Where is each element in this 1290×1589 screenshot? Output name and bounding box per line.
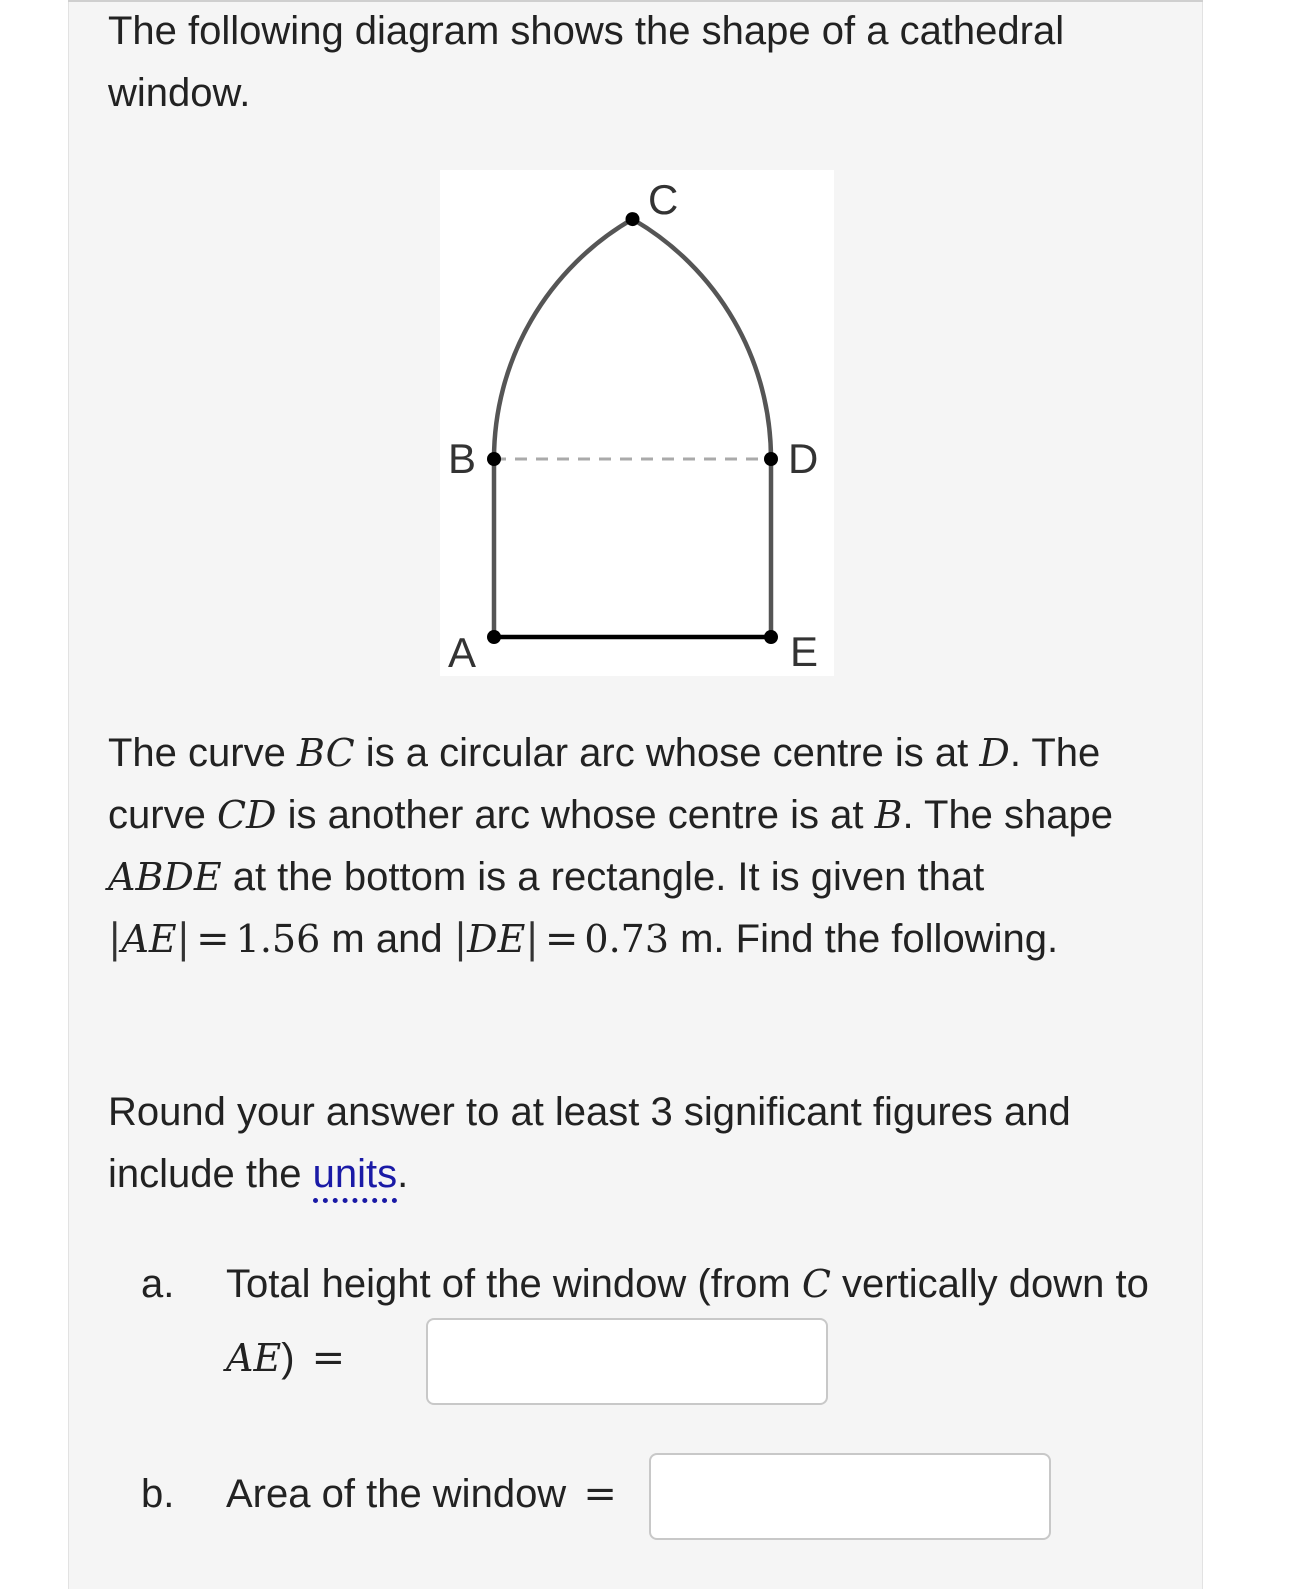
instructions-text <box>108 1081 1178 1205</box>
arc-bc <box>494 219 633 459</box>
question-a-marker: a. <box>141 1262 175 1306</box>
intro-text: The following diagram shows the shape of a cathedral window. <box>108 9 1065 115</box>
label-e: E <box>790 628 819 675</box>
arc-cd <box>633 219 772 459</box>
math-d: D <box>979 731 1010 775</box>
problem-text <box>108 722 1178 970</box>
problem-text-part: is another arc whose centre is at <box>276 793 875 837</box>
abs-bar: | <box>525 916 539 962</box>
equals-sign: = <box>583 1471 617 1517</box>
label-d: D <box>788 435 819 482</box>
point-b <box>487 452 501 466</box>
question-a-text-part: ) <box>281 1336 306 1380</box>
math-cd: CD <box>216 793 277 837</box>
math-bc: BC <box>296 731 355 775</box>
problem-text-part: . The curve <box>108 731 1101 837</box>
answer-input-b[interactable] <box>649 1453 1051 1540</box>
answer-input-a[interactable] <box>426 1318 828 1405</box>
problem-text-part: at the bottom is a rectangle. It is given that <box>221 855 985 899</box>
abs-bar: | <box>453 916 468 962</box>
instructions-part: Round your answer to at least 3 significant figures and include the <box>108 1090 1071 1196</box>
problem-text-part: . The shape <box>902 793 1114 837</box>
math-c: C <box>801 1262 831 1306</box>
question-b-marker: b. <box>141 1472 175 1516</box>
question-a-text-line2 <box>226 1327 351 1389</box>
point-e <box>764 630 778 644</box>
math-ae-q: AE <box>226 1336 282 1380</box>
math-abde: ABDE <box>108 855 222 899</box>
diagram-svg <box>440 170 834 676</box>
abs-bar: | <box>108 916 122 962</box>
ae-value: 1.56 <box>235 917 321 961</box>
units-link[interactable]: units <box>313 1152 398 1203</box>
label-c: C <box>648 176 679 223</box>
problem-text-part: m and <box>320 917 454 961</box>
point-c <box>626 212 640 226</box>
math-ae: AE <box>121 917 177 961</box>
math-de: DE <box>467 917 526 961</box>
label-a: A <box>448 629 477 676</box>
question-a-text-line1 <box>226 1253 1186 1315</box>
equals-sign: = <box>311 1335 346 1381</box>
problem-text-part: m. Find the following. <box>669 917 1059 961</box>
abs-bar: | <box>176 916 191 962</box>
question-a-text-part: vertically down to <box>830 1262 1149 1306</box>
point-d <box>764 452 778 466</box>
equals-sign: = <box>196 916 230 962</box>
problem-text-part: The curve <box>108 731 297 775</box>
problem-text-part: is a circular arc whose centre is at <box>354 731 980 775</box>
point-a <box>487 630 501 644</box>
label-b: B <box>448 435 477 482</box>
instructions-part: . <box>397 1152 409 1196</box>
question-b-text-part: Area of the window <box>226 1472 578 1516</box>
question-b-text <box>226 1463 623 1525</box>
de-value: 0.73 <box>584 917 669 961</box>
question-a-text-part: Total height of the window (from <box>226 1262 802 1306</box>
equals-sign: = <box>544 916 579 962</box>
math-b: B <box>874 793 903 837</box>
cathedral-window-diagram <box>440 170 834 676</box>
